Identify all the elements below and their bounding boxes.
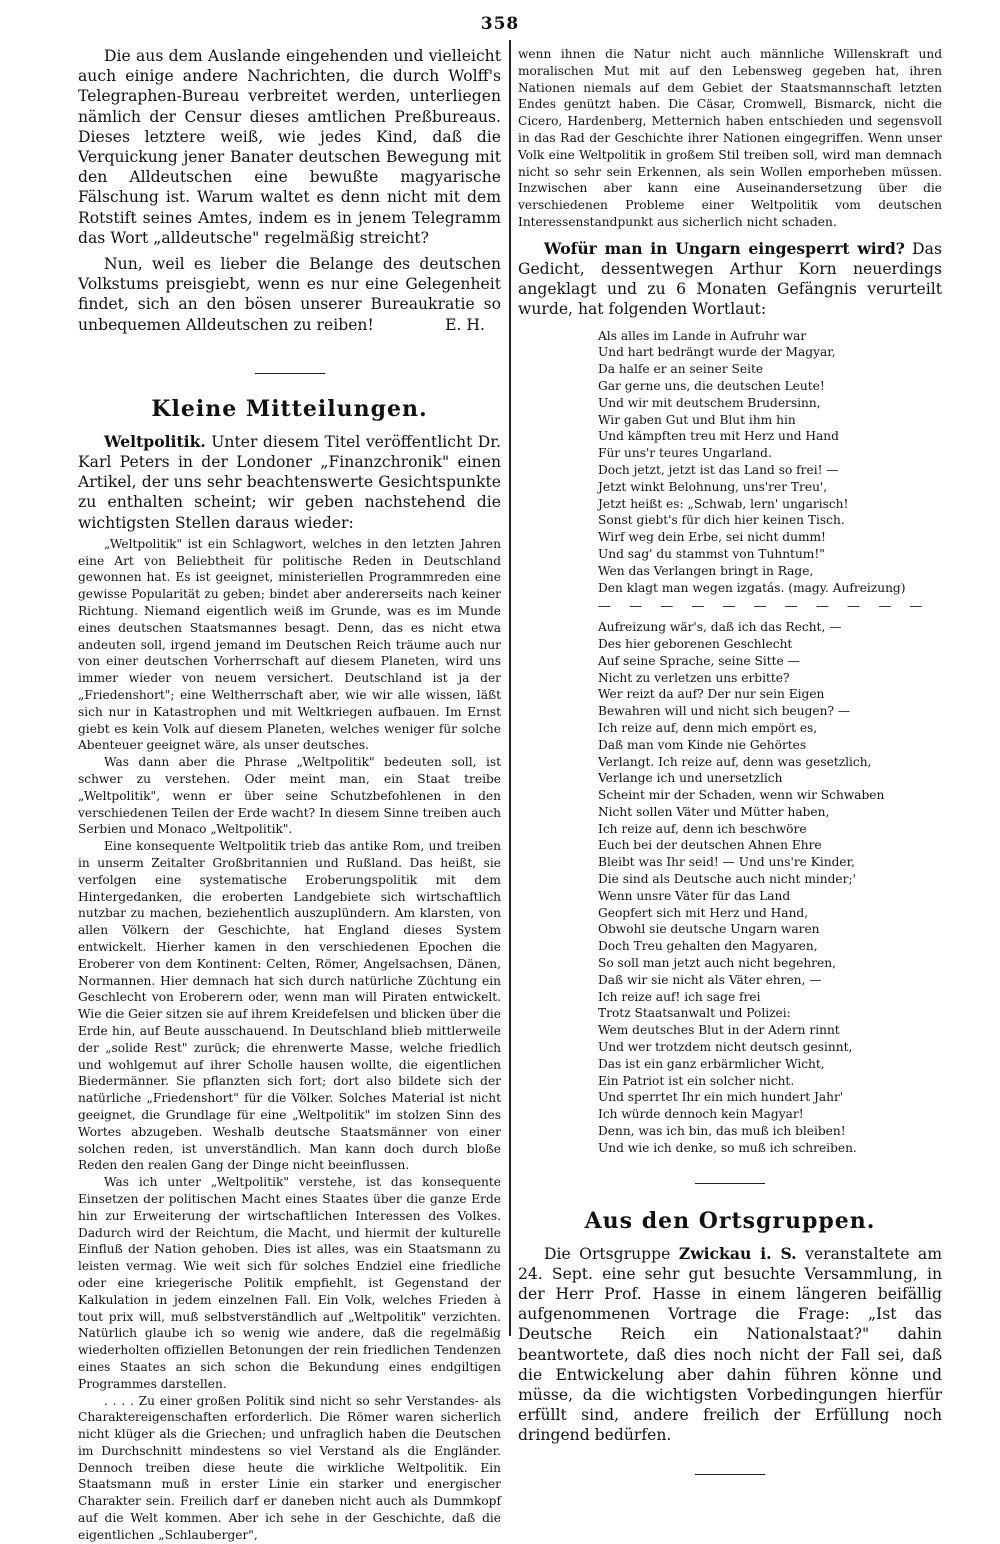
poem-line: Ich würde dennoch kein Magyar! bbox=[598, 1107, 804, 1122]
intro-paragraph bbox=[78, 254, 501, 335]
poem bbox=[598, 328, 942, 1157]
poem-line: Da halfe er an seiner Seite bbox=[598, 362, 764, 377]
poem-line: Ich reize auf, denn ich beschwöre bbox=[598, 821, 807, 836]
section-heading: Aus den Ortsgruppen. bbox=[584, 1207, 876, 1234]
continuation-paragraph: wenn ihnen die Natur nicht auch männliche Willenskraft und moralischen Mut mit auf den Lebensweg gegeben hat, ihren Nationen niemals auf dem Gebiet der Staatsmannschaft letzten Endes genützt haben. Die Cäsar, Cromwell, Bismarck, nicht die Cicero, Hardenberg, Metternich haben entschieden und segensvoll in das Rad der Geschichte ihrer Nationen eingegriffen. Wenn unser Volk eine Weltpolitik in großem Stil treiben soll, wird man demnach nicht so sehr sein Erkennen, als sein Wollen emporheben müssen. Inzwischen aber kann eine Auseinandersetzung über die verschiedenen Probleme einer Weltpolitik vom deutschen Interessenstandpunkt aus sicherlich nicht schaden. bbox=[518, 47, 942, 229]
poem-line: Die sind als Deutsche auch nicht minder;' bbox=[598, 872, 856, 887]
poem-line: Gar gerne uns, die deutschen Leute! bbox=[598, 378, 825, 393]
ortsgruppe-text: veranstaltete am 24. Sept. eine sehr gut besuchte Versammlung, in der Herr Prof. Hasse in einem längeren beifällig aufgenommenen Vortrage die Frage: „Ist das Deutsche Reich ein Nationalstaat?" dahin beantwortete, daß dies noch nicht der Fall sei, daß die Entwickelung aber dahin führen könne und müsse, da die wichtigsten Vorbedingungen hierfür erfüllt sind, andere freilich der Erfüllung noch dringend bedürfen. bbox=[518, 1244, 942, 1445]
poem-line: Jetzt winkt Belohnung, uns'rer Treu', bbox=[598, 479, 828, 494]
quote-paragraph: Was ich unter „Weltpolitik" verstehe, ist das konsequente Einsetzen der politischen Macht eines Staates über die ganze Erde hin zur Erweiterung der wirtschaftlichen Interessen des Volkes. Dadurch wird der Reichtum, die Macht, und hiermit der kulturelle Einfluß der Nation gehoben. Dies ist alles, was ein Staatsmann zu leisten vermag. Wie weit sich für solches Endziel eine friedliche oder eine kriegerische Politik empfiehlt, ist Gegenstand der Kalkulation in jedem einzelnen Fall. Ein Volk, welches Frieden à tout prix will, muß selbstverständlich auf „Weltpolitik" verzichten. Natürlich glaube ich so wenig wie andere, daß die regelmäßig wiederholten offiziellen Betonungen der rein friedlichen Tendenzen eines Staates an sich schon die Bekundung eines endgiltigen Programmes darstellen. bbox=[78, 1175, 501, 1391]
poem-line: Und kämpften treu mit Herz und Hand bbox=[598, 429, 839, 444]
poem-line: Ich reize auf! ich sage frei bbox=[598, 989, 761, 1004]
poem-line: Denn, was ich bin, das muß ich bleiben! bbox=[598, 1124, 846, 1139]
poem-line: Verlange ich und unersetzlich bbox=[598, 771, 783, 786]
poem-line: Nicht zu verletzen uns erbitte? bbox=[598, 670, 790, 685]
poem-line: Obwohl sie deutsche Ungarn waren bbox=[598, 922, 820, 937]
poem-line: Den klagt man wegen izgatás. (magy. Aufreizung) bbox=[598, 580, 906, 595]
section-rule bbox=[695, 1183, 765, 1184]
poem-line: Nicht sollen Väter und Mütter haben, bbox=[598, 804, 830, 819]
intro-paragraph-text: Nun, weil es lieber die Belange des deutschen Volkstums preisgiebt, wenn es nur eine Gelegenheit findet, sich an den bösen unserer Bureaukratie so unbequemen Alldeutschen zu reiben! bbox=[78, 255, 501, 334]
poem-line: Wirf weg dein Erbe, sei nicht dumm! bbox=[598, 530, 826, 545]
poem-line: Und wer trotzdem nicht deutsch gesinnt, bbox=[598, 1040, 853, 1055]
page-number: 358 bbox=[480, 14, 520, 34]
poem-line: Verlangt. Ich reize auf, denn was gesetzlich, bbox=[598, 754, 872, 769]
poem-line: Auf seine Sprache, seine Sitte — bbox=[598, 653, 800, 668]
ungarn-lead: Wofür man in Ungarn eingesperrt wird? bbox=[544, 238, 905, 258]
poem-line: Für uns'r teures Ungarland. bbox=[598, 446, 772, 461]
poem-line: Geopfert sich mit Herz und Hand, bbox=[598, 905, 809, 920]
poem-line: Bewahren will und nicht sich beugen? — bbox=[598, 704, 851, 719]
poem-line: Als alles im Lande in Aufruhr war bbox=[598, 328, 807, 343]
poem-line: Daß wir sie nicht als Väter ehren, — bbox=[598, 972, 822, 987]
poem-line: Euch bei der deutschen Ahnen Ehre bbox=[598, 838, 822, 853]
poem-line: So soll man jetzt auch nicht begehren, bbox=[598, 956, 836, 971]
poem-separator: — — — — — — — — — — — bbox=[598, 599, 930, 615]
poem-line: Doch jetzt, jetzt ist das Land so frei! — bbox=[598, 462, 839, 477]
quote-paragraph: . . . . Zu einer großen Politik sind nicht so sehr Verstandes- als Charaktereigenschaften erforderlich. Die Römer waren sicherlich nicht klüger als die Griechen; und unfraglich haben die Deutschen im Durchschnitt mindestens so viel Verstand als die Engländer. Dennoch treiben diese heute die wirkliche Weltpolitik. Ein Staatsmann muß in erster Linie ein starker und energischer Charakter sein. Freilich darf er daneben nicht auch als Dummkopf auf die Welt kommen. Aber ich sehe in der Geschichte, daß die eigentlichen „Schlauberger", bbox=[78, 1393, 501, 1542]
poem-line: Trotz Staatsanwalt und Polizei: bbox=[598, 1006, 791, 1021]
poem-line: Des hier geborenen Geschlecht bbox=[598, 636, 793, 651]
quote-paragraph: Was dann aber die Phrase „Weltpolitik" bedeuten soll, ist schwer zu verstehen. Oder meint man, ein Staat treibe „Weltpolitik", wenn er über seine Schutzbefohlenen in den verschiedenen Teilen der Erde wacht? In diesem Sinne treiben auch Serbien und Monaco „Weltpolitik". bbox=[78, 755, 501, 837]
section-heading: Kleine Mitteilungen. bbox=[151, 395, 428, 422]
poem-line: Das ist ein ganz erbärmlicher Wicht, bbox=[598, 1056, 825, 1071]
weltpolitik-quote bbox=[78, 536, 501, 1544]
poem-line: Bleibt was Ihr seid! — Und uns're Kinder, bbox=[598, 855, 855, 870]
column-divider bbox=[509, 40, 511, 1336]
poem-line: Wem deutsches Blut in der Adern rinnt bbox=[598, 1023, 840, 1038]
poem-line: Jetzt heißt es: „Schwab, lern' ungarisch! bbox=[598, 496, 849, 511]
quote-paragraph: Eine konsequente Weltpolitik trieb das antike Rom, und treiben in unserm Zeitalter Großbritannien und Rußland. Das heißt, sie verfolgen eine systematische Eroberungspolitik mit dem Hintergedanken, die eroberten Landgebiete sich wirtschaftlich nutzbar zu machen, beziehentlich auszuplündern. Am klarsten, von allen Völkern der Geschichte, hat England dieses System entwickelt. Hierher kamen in den verschiedenen Epochen die Eroberer von dem Kontinent: Celten, Römer, Angelsachsen, Dänen, Normannen. Hier demnach hat sich durch natürliche Züchtung ein Geschlecht von Eroberern oder, wenn man will Piraten entwickelt. Wie die Geier sitzen sie auf ihrem Kreidefelsen und blicken über die Erde hin, auf Beute ausschauend. In Deutschland blieb mittlerweile der „solide Rest" zurück; die ehrenwerte Masse, welche friedlich und wohlgemut auf ihrer Scholle hausen wollte, die eigentlichen Biedermänner. Sie pflanzten sich fort; dort also bildete sich der natürliche „Friedenshort" für die Völker. Solches Material ist nicht geeignet, die Grundlage für eine „Weltpolitik" im stolzen Sinn des Wortes abzugeben. Weshalb deutsche Staatsmänner von einer solchen reden, ist unverständlich. Man kann doch durch bloße Reden den realen Gang der Dinge nicht beeinflussen. bbox=[78, 839, 501, 1173]
poem-line: Und sag' du stammst von Tuhntum!" bbox=[598, 546, 825, 561]
intro-signature: E. H. bbox=[445, 315, 485, 334]
section-rule bbox=[695, 1474, 765, 1475]
poem-line: Aufreizung wär's, daß ich das Recht, — bbox=[598, 620, 842, 635]
poem-line: Ich reize auf, denn mich empört es, bbox=[598, 720, 818, 735]
poem-line: Wir gaben Gut und Blut ihm hin bbox=[598, 412, 796, 427]
left-column bbox=[78, 46, 501, 1544]
ungarn-paragraph bbox=[518, 239, 942, 320]
ortsgruppe-paragraph bbox=[518, 1244, 942, 1446]
poem-line: Wer reizt da auf? Der nur sein Eigen bbox=[598, 687, 825, 702]
poem-line: Und wie ich denke, so muß ich schreiben. bbox=[598, 1140, 857, 1155]
poem-line: Ein Patriot ist ein solcher nicht. bbox=[598, 1073, 795, 1088]
intro-paragraph: Die aus dem Auslande eingehenden und vielleicht auch einige andere Nachrichten, die durch Wolff's Telegraphen-Bureau verbreitet werden, unterliegen nämlich der Censur dieses amtlichen Preßbureaus. Dieses letztere weiß, wie jedes Kind, daß die Verquickung jener Banater deutschen Bewegung mit den Alldeutschen eine bewußte magyarische Fälschung ist. Warum waltet es denn nicht mit dem Rotstift seines Amtes, indem es in jenem Telegramm das Wort „alldeutsche" regelmäßig streicht? bbox=[78, 47, 501, 247]
weltpolitik-intro-text: Unter diesem Titel veröffentlicht Dr. Karl Peters in der Londoner „Finanzchronik" einen Artikel, der uns sehr beachtenswerte Gesichtspunkte zu enthalten scheint; wir geben nachstehend die wichtigsten Stellen daraus wieder: bbox=[78, 432, 501, 532]
weltpolitik-lead: Weltpolitik. bbox=[104, 431, 206, 451]
poem-line: Daß man vom Kinde nie Gehörtes bbox=[598, 737, 807, 752]
poem-line: Und hart bedrängt wurde der Magyar, bbox=[598, 345, 836, 360]
ungarn-text: Das Gedicht, dessentwegen Arthur Korn neuerdings angeklagt und zu 6 Monaten Gefängnis verurteilt wurde, hat folgenden Wortlaut: bbox=[518, 239, 942, 319]
poem-line: Und sperrtet Ihr ein mich hundert Jahr' bbox=[598, 1090, 844, 1105]
right-column bbox=[518, 46, 942, 1475]
poem-line: Scheint mir der Schaden, wenn wir Schwaben bbox=[598, 788, 885, 803]
poem-line: Wen das Verlangen bringt in Rage, bbox=[598, 563, 814, 578]
poem-line: Sonst giebt's für dich hier keinen Tisch. bbox=[598, 513, 845, 528]
poem-line: Wenn unsre Väter für das Land bbox=[598, 888, 791, 903]
ortsgruppe-pre: Die Ortsgruppe bbox=[544, 1244, 671, 1263]
poem-line: Und wir mit deutschem Brudersinn, bbox=[598, 395, 821, 410]
ortsgruppe-place: Zwickau i. S. bbox=[678, 1243, 797, 1263]
weltpolitik-intro bbox=[78, 432, 501, 533]
poem-line: Doch Treu gehalten den Magyaren, bbox=[598, 939, 818, 954]
quote-paragraph: „Weltpolitik" ist ein Schlagwort, welches in den letzten Jahren eine Art von Beliebtheit für politische Reden in Deutschland gewonnen hat. Es ist geeignet, ministeriellen Programmreden eine gewisse Popularität zu geben; bindet aber andererseits nach keiner Richtung. Niemand eigentlich weiß im Grunde, was es im Munde eines deutschen Staatsmannes besagt. Denn, das es nicht etwa andeuten soll, irgend jemand im Deutschen Reich träume auch nur von einer deutschen Vorherrschaft auf diesem Planeten, wird uns immer wieder von neuem versichert. Deutschland ist ja der „Friedenshort"; eine Weltherrschaft aber, wie wir alle wissen, läßt sich nur in Katastrophen und mit Weltkriegen aufbauen. Im Ernst giebt es kein Volk auf diesem Planeten, welches weniger für solche Abenteuer geeignet wäre, als unser deutsches. bbox=[78, 536, 501, 753]
section-rule bbox=[255, 373, 325, 374]
